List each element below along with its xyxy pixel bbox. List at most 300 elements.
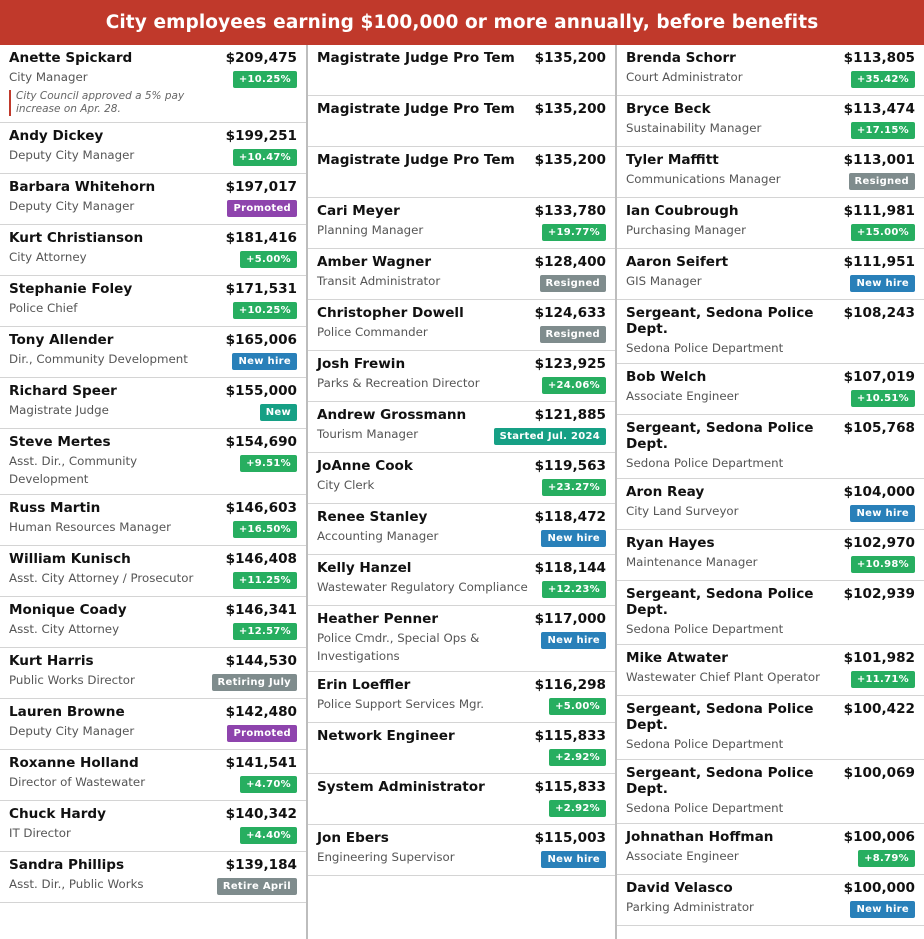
employee-title: Wastewater Regulatory Compliance xyxy=(317,580,528,594)
status-badge: New hire xyxy=(850,901,915,918)
employee-name: William Kunisch xyxy=(9,551,131,567)
employee-pay xyxy=(838,829,915,868)
employee-title: Sedona Police Department xyxy=(626,801,784,815)
employee-title: Associate Engineer xyxy=(626,389,739,403)
employee-pay xyxy=(220,704,297,743)
employee-title: Sedona Police Department xyxy=(626,622,784,636)
employee-salary: $140,342 xyxy=(225,806,297,822)
employee-title: Human Resources Manager xyxy=(9,520,171,534)
employee-entry xyxy=(617,415,924,479)
employee-salary: $155,000 xyxy=(225,383,297,399)
employee-entry xyxy=(308,672,615,723)
employee-title: Communications Manager xyxy=(626,172,781,186)
employee-name: Andrew Grossmann xyxy=(317,407,467,423)
status-badge: +12.57% xyxy=(233,623,297,640)
employee-salary: $115,833 xyxy=(534,728,606,744)
employee-pay xyxy=(206,653,298,692)
employee-title: Asst. Dir., Public Works xyxy=(9,877,144,891)
employee-name: Cari Meyer xyxy=(317,203,400,219)
employee-name: Andy Dickey xyxy=(9,128,104,144)
employee-salary: $123,925 xyxy=(534,356,606,372)
employee-name: Network Engineer xyxy=(317,728,455,744)
employee-salary: $104,000 xyxy=(843,484,915,500)
employee-entry xyxy=(0,852,306,903)
employee-title: City Manager xyxy=(9,70,88,84)
employee-salary: $111,951 xyxy=(843,254,915,270)
employee-info xyxy=(317,560,529,599)
employee-salary: $209,475 xyxy=(225,50,297,66)
employee-salary: $113,001 xyxy=(843,152,915,168)
employee-entry xyxy=(308,555,615,606)
status-badge: +10.25% xyxy=(233,71,297,88)
status-badge: New xyxy=(260,404,297,421)
employee-info xyxy=(317,152,529,191)
employee-entry xyxy=(617,96,924,147)
status-badge: Resigned xyxy=(540,326,606,343)
employee-entry xyxy=(617,45,924,96)
status-badge: +2.92% xyxy=(549,800,606,817)
employee-name: Sergeant, Sedona Police Dept. xyxy=(626,701,814,733)
employee-entry xyxy=(0,429,306,495)
employee-name: Anette Spickard xyxy=(9,50,133,66)
employee-name: Lauren Browne xyxy=(9,704,125,720)
employee-info xyxy=(317,611,529,665)
employee-entry xyxy=(308,147,615,198)
employee-info xyxy=(317,509,529,548)
employee-info xyxy=(9,755,220,794)
employee-name: Brenda Schorr xyxy=(626,50,736,66)
employee-entry xyxy=(617,479,924,530)
employee-pay xyxy=(529,356,606,395)
status-badge: Retire April xyxy=(217,878,297,895)
status-badge: +10.98% xyxy=(851,556,915,573)
employee-pay xyxy=(220,602,297,641)
employee-pay xyxy=(220,281,297,320)
employee-name: Renee Stanley xyxy=(317,509,428,525)
employee-info xyxy=(626,152,838,191)
employee-info xyxy=(317,101,529,140)
employee-info xyxy=(317,407,488,446)
employee-info xyxy=(626,420,838,472)
employee-title: City Land Surveyor xyxy=(626,504,739,518)
employee-salary: $101,982 xyxy=(843,650,915,666)
employee-salary: $197,017 xyxy=(225,179,297,195)
status-badge: +24.06% xyxy=(542,377,606,394)
employee-name: Erin Loeffler xyxy=(317,677,411,693)
employee-name: Sergeant, Sedona Police Dept. xyxy=(626,586,814,618)
employee-title: Tourism Manager xyxy=(317,427,419,441)
employee-info xyxy=(9,50,220,116)
employee-info xyxy=(9,281,220,320)
employee-info xyxy=(9,806,220,845)
status-badge: New hire xyxy=(541,530,606,547)
employee-title: Transit Administrator xyxy=(317,274,441,288)
employee-salary: $111,981 xyxy=(843,203,915,219)
employee-entry xyxy=(0,546,306,597)
employee-pay xyxy=(838,369,915,408)
employee-pay xyxy=(838,101,915,140)
employee-pay xyxy=(220,50,297,116)
employee-entry xyxy=(308,198,615,249)
employee-pay xyxy=(529,560,606,599)
employee-salary: $142,480 xyxy=(225,704,297,720)
employee-entry xyxy=(0,123,306,174)
status-badge: +8.79% xyxy=(858,850,915,867)
employee-name: Monique Coady xyxy=(9,602,127,618)
employee-info xyxy=(626,305,838,357)
employee-entry xyxy=(617,696,924,760)
employee-salary: $181,416 xyxy=(225,230,297,246)
page-title: City employees earning $100,000 or more annually, before benefits xyxy=(105,12,819,33)
employee-info xyxy=(9,128,220,167)
employee-info xyxy=(626,203,838,242)
employee-entry xyxy=(0,174,306,225)
employee-salary: $165,006 xyxy=(225,332,297,348)
employee-pay xyxy=(529,305,606,344)
employee-name: JoAnne Cook xyxy=(317,458,413,474)
employee-entry xyxy=(308,96,615,147)
employee-name: Josh Frewin xyxy=(317,356,406,372)
employee-info xyxy=(317,305,529,344)
employee-pay xyxy=(529,458,606,497)
status-badge: +2.92% xyxy=(549,749,606,766)
employee-pay xyxy=(838,765,915,817)
employee-title: Court Administrator xyxy=(626,70,743,84)
employee-info xyxy=(317,458,529,497)
employee-title: City Attorney xyxy=(9,250,87,264)
employee-salary: $119,563 xyxy=(534,458,606,474)
employee-info xyxy=(626,101,838,140)
employee-pay xyxy=(220,332,297,371)
employee-title: Sedona Police Department xyxy=(626,737,784,751)
employee-info xyxy=(9,500,220,539)
employee-info xyxy=(626,254,838,293)
employee-name: Mike Atwater xyxy=(626,650,728,666)
status-badge: New hire xyxy=(850,275,915,292)
employee-title: Parks & Recreation Director xyxy=(317,376,480,390)
employee-pay xyxy=(838,484,915,523)
employee-pay xyxy=(838,152,915,191)
status-badge: +11.25% xyxy=(233,572,297,589)
employee-pay xyxy=(220,551,297,590)
employee-info xyxy=(626,586,838,638)
employee-pay xyxy=(220,500,297,539)
employee-pay xyxy=(838,203,915,242)
employee-info xyxy=(9,383,220,422)
employee-name: Kurt Christianson xyxy=(9,230,144,246)
employee-info xyxy=(9,230,220,269)
employee-title: Asst. Dir., Community Development xyxy=(9,454,138,486)
employee-info xyxy=(626,701,838,753)
employee-info xyxy=(9,704,220,743)
employee-pay xyxy=(529,254,606,293)
employee-info xyxy=(626,50,838,89)
status-badge: New hire xyxy=(850,505,915,522)
employee-salary: $118,472 xyxy=(534,509,606,525)
employee-name: Bryce Beck xyxy=(626,101,711,117)
employee-name: Sergeant, Sedona Police Dept. xyxy=(626,765,814,797)
employee-title: Planning Manager xyxy=(317,223,424,237)
status-badge: +10.51% xyxy=(851,390,915,407)
employee-name: Sergeant, Sedona Police Dept. xyxy=(626,420,814,452)
employee-info xyxy=(317,728,529,767)
employee-title: Police Chief xyxy=(9,301,78,315)
status-badge: +17.15% xyxy=(851,122,915,139)
employee-pay xyxy=(220,806,297,845)
employee-salary: $115,003 xyxy=(534,830,606,846)
employee-salary: $100,069 xyxy=(843,765,915,781)
employee-salary: $171,531 xyxy=(225,281,297,297)
employee-title: Dir., Community Development xyxy=(9,352,188,366)
employee-entry xyxy=(617,581,924,645)
status-badge: Retiring July xyxy=(212,674,298,691)
employee-name: Roxanne Holland xyxy=(9,755,139,771)
employee-salary: $199,251 xyxy=(225,128,297,144)
employee-pay xyxy=(220,755,297,794)
employee-info xyxy=(317,356,529,395)
employee-title: Deputy City Manager xyxy=(9,724,135,738)
employee-name: Richard Speer xyxy=(9,383,117,399)
employee-title: Sedona Police Department xyxy=(626,456,784,470)
employee-name: Magistrate Judge Pro Tem xyxy=(317,101,515,117)
employee-name: Magistrate Judge Pro Tem xyxy=(317,152,515,168)
employee-title: Police Commander xyxy=(317,325,428,339)
employee-name: Russ Martin xyxy=(9,500,101,516)
employee-entry xyxy=(617,198,924,249)
employee-name: Christopher Dowell xyxy=(317,305,464,321)
employee-entry xyxy=(0,750,306,801)
employee-pay xyxy=(838,535,915,574)
employee-salary: $105,768 xyxy=(843,420,915,436)
employee-salary: $117,000 xyxy=(534,611,606,627)
employee-name: Ian Coubrough xyxy=(626,203,739,219)
employee-entry xyxy=(617,645,924,696)
employee-name: Steve Mertes xyxy=(9,434,111,450)
employee-name: David Velasco xyxy=(626,880,733,896)
status-badge: +19.77% xyxy=(542,224,606,241)
employee-name: Chuck Hardy xyxy=(9,806,107,822)
employee-pay xyxy=(529,101,606,140)
employee-name: Jon Ebers xyxy=(317,830,389,846)
page-title-banner xyxy=(0,0,924,45)
employee-salary: $146,408 xyxy=(225,551,297,567)
employee-title: Police Cmdr., Special Ops & Investigations xyxy=(317,631,480,663)
employee-name: Sergeant, Sedona Police Dept. xyxy=(626,305,814,337)
employee-entry xyxy=(0,648,306,699)
employee-entry xyxy=(617,147,924,198)
employee-entry xyxy=(0,276,306,327)
employee-pay xyxy=(220,383,297,422)
employee-columns xyxy=(0,45,924,939)
employee-salary: $100,000 xyxy=(843,880,915,896)
employee-salary: $102,939 xyxy=(843,586,915,602)
status-badge: New hire xyxy=(541,851,606,868)
status-badge: Resigned xyxy=(849,173,915,190)
employee-salary: $144,530 xyxy=(225,653,297,669)
employee-salary: $102,970 xyxy=(843,535,915,551)
employee-entry xyxy=(0,378,306,429)
employee-salary: $135,200 xyxy=(534,101,606,117)
employee-note: City Council approved a 5% pay increase on Apr. 28. xyxy=(9,90,220,116)
employee-entry xyxy=(0,327,306,378)
employee-pay xyxy=(529,728,606,767)
status-badge: +11.71% xyxy=(851,671,915,688)
employee-info xyxy=(626,369,838,408)
employee-title: Purchasing Manager xyxy=(626,223,747,237)
employee-title: Wastewater Chief Plant Operator xyxy=(626,670,820,684)
employee-info xyxy=(9,653,206,692)
status-badge: +4.70% xyxy=(240,776,297,793)
employee-pay xyxy=(529,611,606,665)
employee-title: Public Works Director xyxy=(9,673,135,687)
employee-info xyxy=(9,179,220,218)
employee-info xyxy=(9,332,220,371)
employee-name: Heather Penner xyxy=(317,611,439,627)
employee-info xyxy=(317,203,529,242)
employee-info xyxy=(626,829,838,868)
employee-info xyxy=(317,830,529,869)
status-badge: +9.51% xyxy=(240,455,297,472)
employee-name: Aaron Seifert xyxy=(626,254,729,270)
employee-name: Aron Reay xyxy=(626,484,705,500)
status-badge: New hire xyxy=(541,632,606,649)
employee-title: GIS Manager xyxy=(626,274,702,288)
employee-name: Bob Welch xyxy=(626,369,707,385)
status-badge: +10.47% xyxy=(233,149,297,166)
status-badge: +12.23% xyxy=(542,581,606,598)
employee-info xyxy=(9,551,220,590)
employee-title: Police Support Services Mgr. xyxy=(317,697,485,711)
employee-salary: $141,541 xyxy=(225,755,297,771)
employee-pay xyxy=(211,857,297,896)
employee-name: Ryan Hayes xyxy=(626,535,715,551)
column-1 xyxy=(0,45,308,939)
employee-pay xyxy=(529,152,606,191)
status-badge: +23.27% xyxy=(542,479,606,496)
employee-entry xyxy=(617,300,924,364)
status-badge: Started Jul. 2024 xyxy=(494,428,606,445)
column-2 xyxy=(308,45,617,939)
status-badge: +16.50% xyxy=(233,521,297,538)
employee-name: Stephanie Foley xyxy=(9,281,133,297)
employee-entry xyxy=(617,530,924,581)
status-badge: +15.00% xyxy=(851,224,915,241)
employee-pay xyxy=(488,407,606,446)
employee-entry xyxy=(308,300,615,351)
employee-entry xyxy=(308,402,615,453)
employee-salary: $128,400 xyxy=(534,254,606,270)
status-badge: +10.25% xyxy=(233,302,297,319)
employee-pay xyxy=(529,203,606,242)
employee-salary: $118,144 xyxy=(534,560,606,576)
status-badge: Resigned xyxy=(540,275,606,292)
employee-title: Associate Engineer xyxy=(626,849,739,863)
employee-salary: $124,633 xyxy=(534,305,606,321)
employee-entry xyxy=(0,225,306,276)
employee-info xyxy=(317,779,529,818)
employee-salary: $121,885 xyxy=(534,407,606,423)
employee-title: Asst. City Attorney / Prosecutor xyxy=(9,571,194,585)
employee-title: Sustainability Manager xyxy=(626,121,762,135)
employee-info xyxy=(317,254,529,293)
employee-title: Deputy City Manager xyxy=(9,199,135,213)
employee-salary: $139,184 xyxy=(225,857,297,873)
employee-pay xyxy=(838,50,915,89)
status-badge: Promoted xyxy=(227,200,297,217)
employee-title: Maintenance Manager xyxy=(626,555,758,569)
employee-entry xyxy=(308,351,615,402)
employee-pay xyxy=(529,779,606,818)
status-badge: Promoted xyxy=(227,725,297,742)
employee-entry xyxy=(308,453,615,504)
employee-pay xyxy=(838,650,915,689)
employee-entry xyxy=(0,801,306,852)
employee-pay xyxy=(838,305,915,357)
employee-title: IT Director xyxy=(9,826,71,840)
employee-entry xyxy=(0,495,306,546)
employee-name: Kurt Harris xyxy=(9,653,94,669)
employee-name: Amber Wagner xyxy=(317,254,432,270)
employee-name: Johnathan Hoffman xyxy=(626,829,774,845)
employee-info xyxy=(626,650,838,689)
employee-pay xyxy=(220,434,297,488)
column-3 xyxy=(617,45,924,939)
status-badge: +35.42% xyxy=(851,71,915,88)
employee-info xyxy=(9,434,220,488)
employee-salary: $107,019 xyxy=(843,369,915,385)
employee-title: Accounting Manager xyxy=(317,529,439,543)
employee-title: Asst. City Attorney xyxy=(9,622,120,636)
employee-info xyxy=(9,857,211,896)
employee-name: Barbara Whitehorn xyxy=(9,179,156,195)
employee-salary: $113,805 xyxy=(843,50,915,66)
employee-title: City Clerk xyxy=(317,478,375,492)
employee-entry xyxy=(617,875,924,926)
employee-title: Engineering Supervisor xyxy=(317,850,455,864)
employee-salary: $115,833 xyxy=(534,779,606,795)
employee-pay xyxy=(838,880,915,919)
employee-name: Tony Allender xyxy=(9,332,114,348)
employee-info xyxy=(626,484,838,523)
employee-name: Magistrate Judge Pro Tem xyxy=(317,50,515,66)
employee-title: Deputy City Manager xyxy=(9,148,135,162)
employee-name: System Administrator xyxy=(317,779,485,795)
employee-entry xyxy=(617,364,924,415)
employee-info xyxy=(317,677,529,716)
employee-salary: $135,200 xyxy=(534,50,606,66)
employee-entry xyxy=(0,597,306,648)
employee-name: Tyler Maffitt xyxy=(626,152,719,168)
employee-info xyxy=(626,535,838,574)
employee-pay xyxy=(220,230,297,269)
employee-title: Parking Administrator xyxy=(626,900,754,914)
employee-salary: $135,200 xyxy=(534,152,606,168)
status-badge: +5.00% xyxy=(240,251,297,268)
employee-entry xyxy=(617,824,924,875)
employee-title: Magistrate Judge xyxy=(9,403,109,417)
employee-name: Kelly Hanzel xyxy=(317,560,412,576)
employee-salary: $154,690 xyxy=(225,434,297,450)
employee-title: Director of Wastewater xyxy=(9,775,146,789)
employee-entry xyxy=(0,45,306,123)
employee-entry xyxy=(0,699,306,750)
employee-entry xyxy=(308,606,615,672)
employee-salary: $116,298 xyxy=(534,677,606,693)
employee-salary: $113,474 xyxy=(843,101,915,117)
employee-entry xyxy=(308,774,615,825)
employee-pay xyxy=(529,509,606,548)
employee-pay xyxy=(529,677,606,716)
